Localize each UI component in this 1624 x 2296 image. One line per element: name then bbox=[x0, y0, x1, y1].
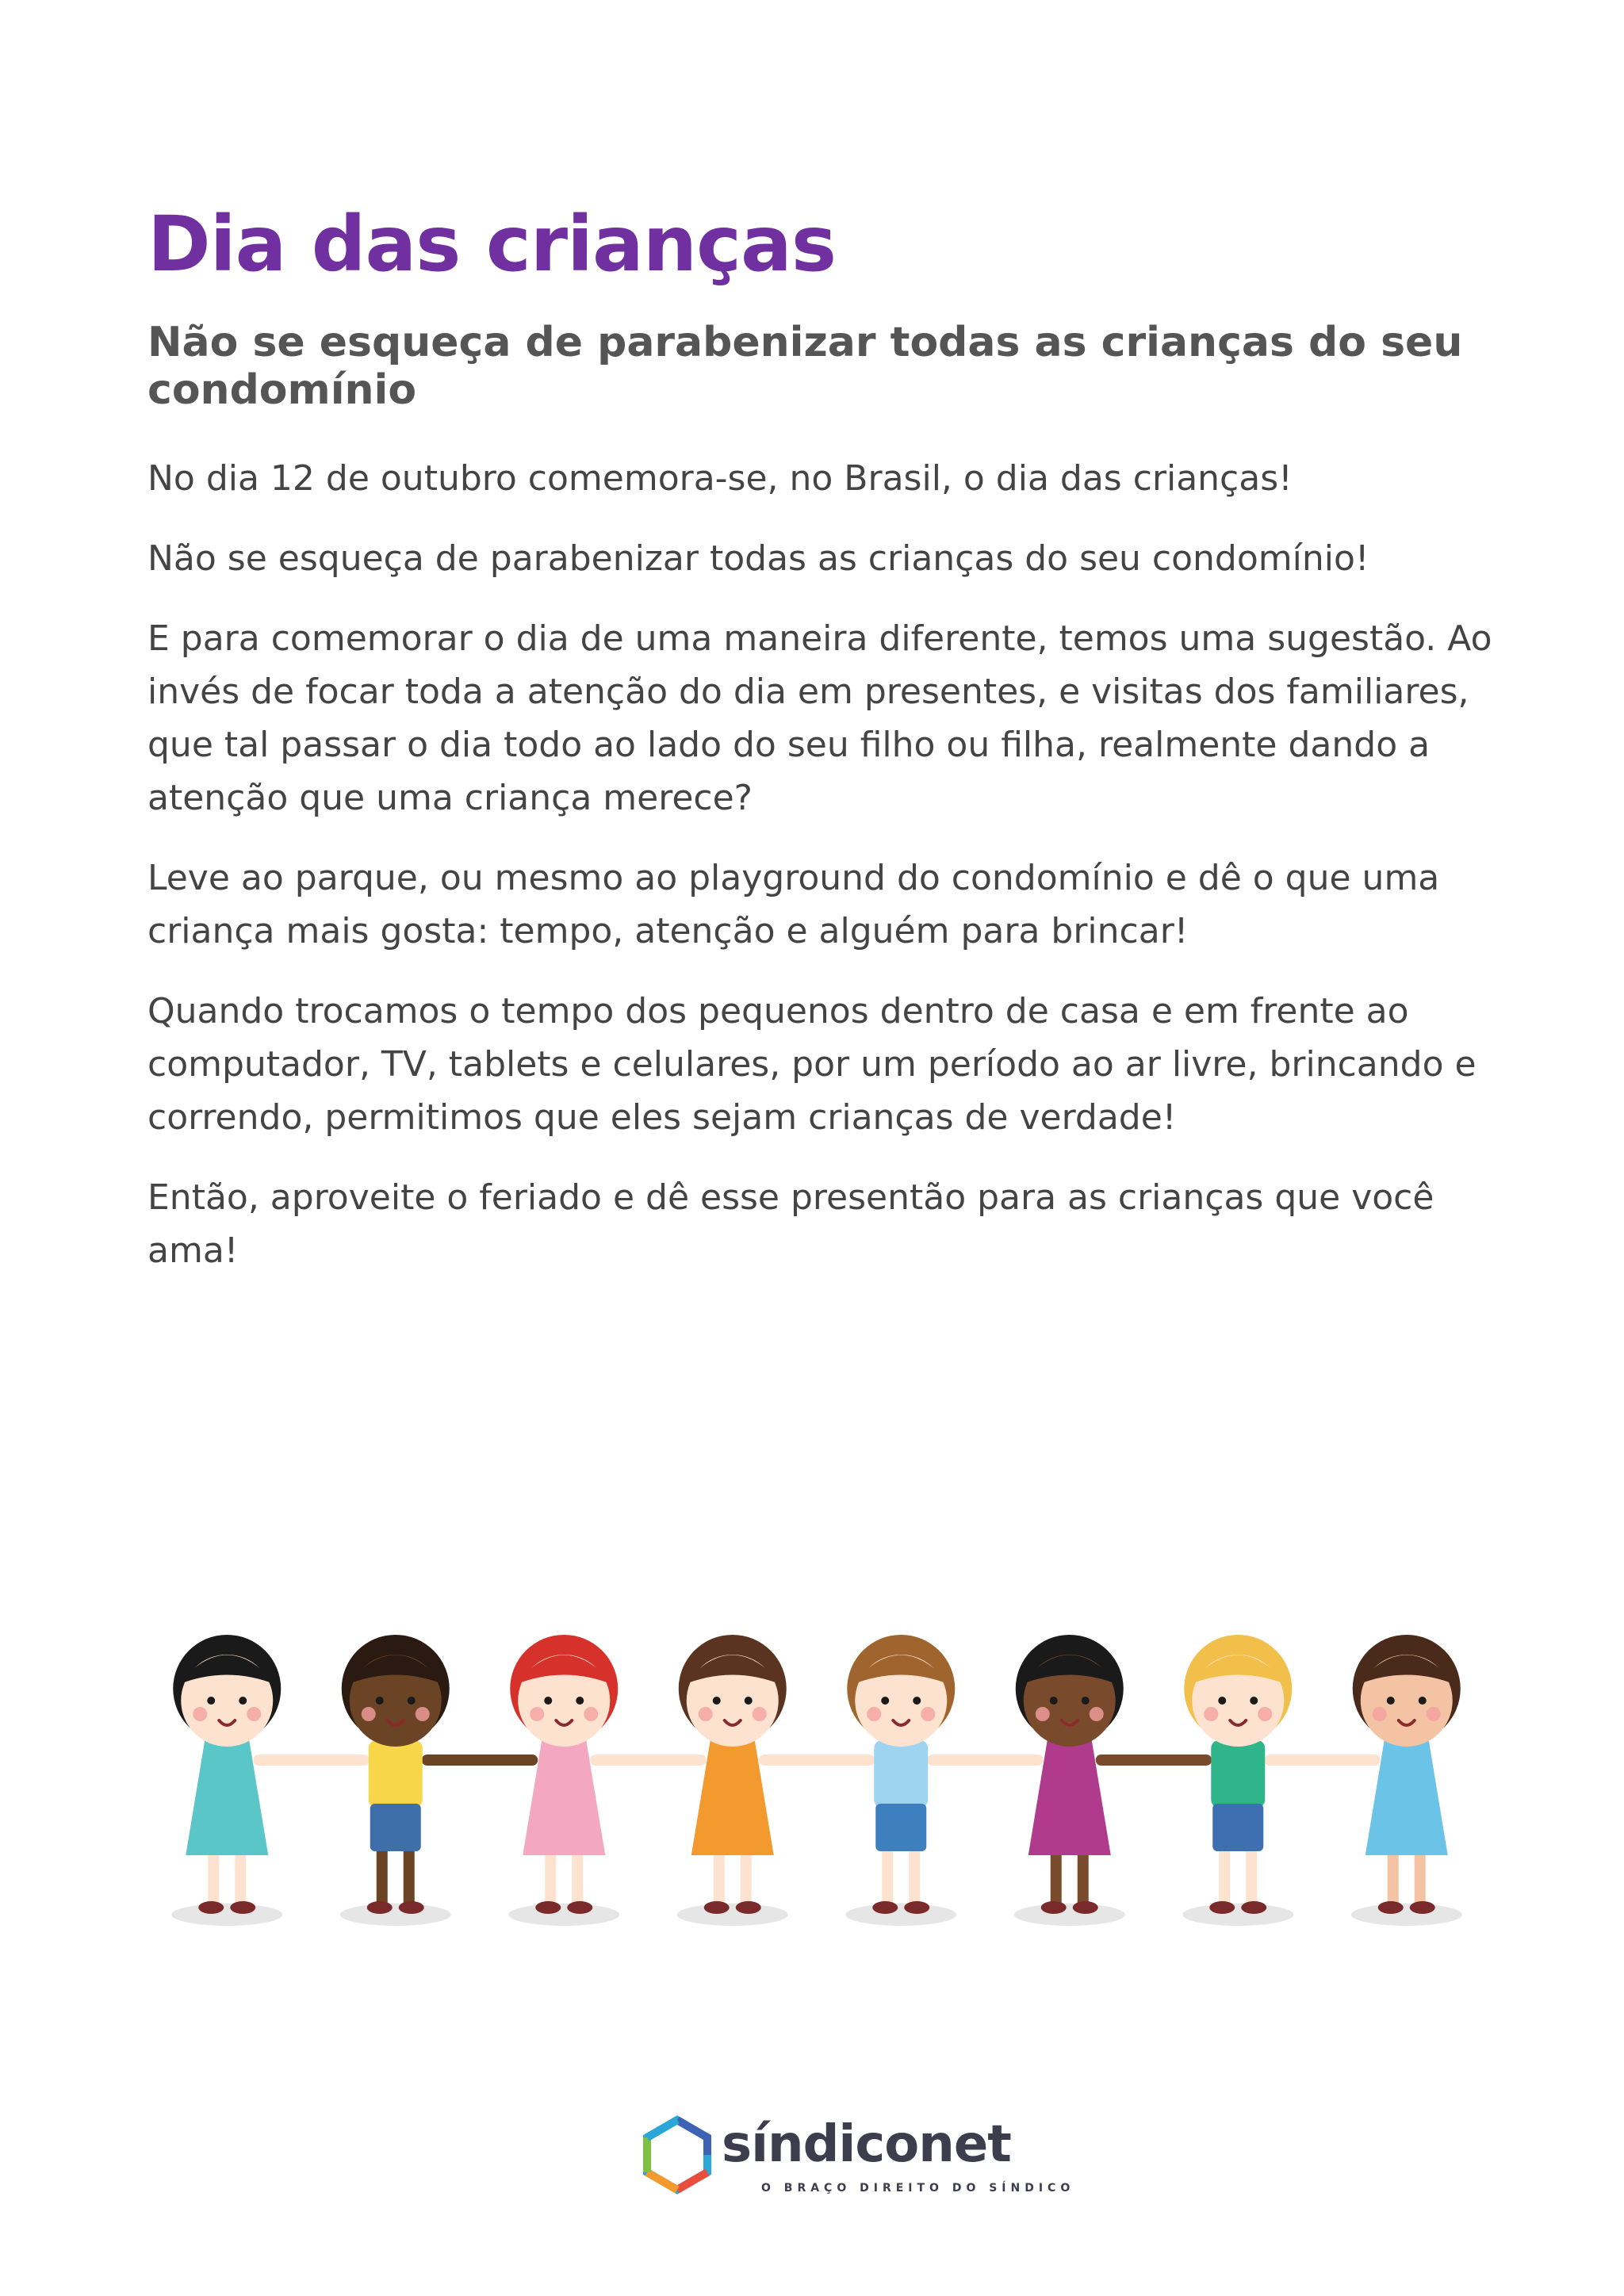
page-subtitle: Não se esqueça de parabenizar todas as crianças do seu condomínio bbox=[147, 319, 1463, 414]
paragraph: Não se esqueça de parabenizar todas as crianças do seu condomínio! bbox=[147, 538, 1369, 579]
paragraph: E para comemorar o dia de uma maneira diferente, temos uma sugestão. Ao invés de focar toda a atenção do dia em presentes, e visitas dos familiares, que tal passar o dia todo ao lado do seu filho ou filha, realmente dando a atenção que uma criança merece? bbox=[147, 618, 1492, 818]
child-figure bbox=[1351, 1635, 1462, 1926]
paragraph: Leve ao parque, ou mesmo ao playground do condomínio e dê o que uma criança mais gosta: tempo, atenção e alguém para brincar! bbox=[147, 858, 1440, 951]
child-figure bbox=[340, 1635, 451, 1926]
child-figure bbox=[508, 1635, 619, 1926]
paragraph: Quando trocamos o tempo dos pequenos dentro de casa e em frente ao computador, TV, tablets e celulares, por um período ao ar livre, brincando e correndo, permitimos que eles sejam crianças de verdade! bbox=[147, 991, 1477, 1138]
paragraph: No dia 12 de outubro comemora-se, no Brasil, o dia das crianças! bbox=[147, 458, 1293, 499]
hexagon-logo-icon bbox=[639, 2115, 715, 2195]
child-figure bbox=[171, 1635, 282, 1926]
child-figure bbox=[677, 1635, 788, 1926]
article-body bbox=[147, 452, 1496, 1304]
child-figure bbox=[1014, 1635, 1125, 1926]
children-holding-hands-illustration bbox=[143, 1609, 1491, 1927]
paragraph: Então, aproveite o feriado e dê esse presentão para as crianças que você ama! bbox=[147, 1177, 1434, 1271]
child-figure bbox=[845, 1635, 956, 1926]
logo-tagline: O BRAÇO DIREITO DO SÍNDICO bbox=[761, 2182, 1075, 2195]
logo-wordmark: síndiconet bbox=[722, 2115, 1011, 2174]
sindiconet-logo bbox=[639, 2115, 1075, 2202]
page-title: Dia das crianças bbox=[147, 200, 836, 289]
child-figure bbox=[1182, 1635, 1293, 1926]
